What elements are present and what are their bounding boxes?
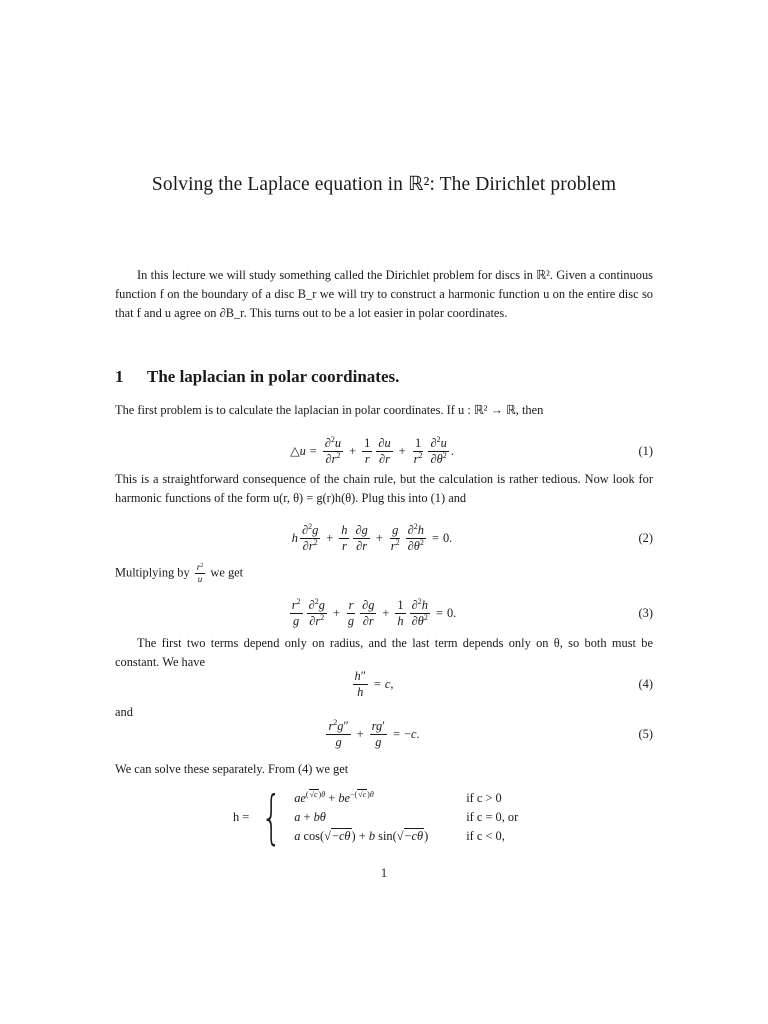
case-condition: if c > 0 [466,790,502,805]
case-row: a + bθ if c = 0, or [294,808,518,827]
equation-2-tag: (2) [638,530,653,545]
equation-1-tag: (1) [638,443,653,458]
equation-4 [115,664,653,704]
left-brace-icon: { [261,783,282,851]
equation-1-body: △u = $\frac{\partial^2u}{\partial r^2}$ + $\frac{1}{r}$ $\frac{\partial u}{\partial r}$ + $\frac{1}{r^2}$ $\frac{\partial^2u}{\partial\theta^2}$ . [290,434,454,466]
equation-5-tag: (5) [638,726,653,741]
case-condition: if c < 0, [466,828,505,843]
paragraph-p4: The first two terms depend only on radius, and the last term depends only on θ, so both must be constant. We have [115,636,653,669]
paragraph-p3: Multiplying by $\frac{r^2}{u}$ we get [115,562,244,584]
paragraph-p2: This is a straightforward consequence of the chain rule, but the calculation is rather tedious. Now look for harmonic functions of the form u(r, θ) = g(r)h(θ). Plug this into (1) and [115,472,653,505]
page-number: 1 [380,866,388,880]
equation-2-body: h $\frac{\partial^2g}{\partial r^2}$ + $\frac{h}{r}$ $\frac{\partial g}{\partial r}$ + $\frac{g}{r^2}$ $\frac{\partial^2h}{\partial\theta^2}$ = 0. [291,521,453,553]
case-row: $ae^{(√c)\theta} + be^{-(√c)\theta}$ if c > 0 [294,789,518,808]
equation-5 [115,713,653,755]
equation-4-tag: (4) [638,676,653,691]
section-number: 1 [115,367,124,386]
cases-lhs: h = [233,809,250,824]
cases-equation [115,783,653,851]
equation-3-tag: (3) [638,605,653,620]
paragraph-p5: and [115,705,133,719]
equation-3 [115,592,653,634]
section-title: The laplacian in polar coordinates. [147,367,400,386]
equation-1 [115,430,653,472]
equation-4-body: $\frac{h''}{h}$ = c, [354,668,394,699]
equation-2 [115,517,653,559]
equation-3-body: $\frac{r^2}{g}$ $\frac{\partial^2g}{\partial r^2}$ + $\frac{r}{g}$ $\frac{\partial g}{\partial r}$ + $\frac{1}{h}$ $\frac{\partial^2h}{\partial\theta^2}$ = 0. [291,596,457,628]
cases-equation-body [115,783,653,851]
paragraph-p6: We can solve these separately. From (4) we get [115,762,349,776]
equation-5-body: $\frac{r^2g''}{g}$ + $\frac{rg'}{g}$ = −c. [328,717,420,749]
case-condition: if c = 0, or [466,809,519,824]
paper-title: Solving the Laplace equation in ℝ²: The Dirichlet problem [151,174,617,195]
paragraph-p1: The first problem is to calculate the laplacian in polar coordinates. If u : ℝ² → ℝ, then [115,403,544,417]
section-heading [115,367,399,387]
case-row: a cos(√−cθ) + b sin(√−cθ) if c < 0, [294,827,518,846]
intro-paragraph: In this lecture we will study something called the Dirichlet problem for discs in ℝ². Given a continuous function f on the boundary of a disc B_r we will try to construct a harmonic function u on the entire disc so that f and u agree on ∂B_r. This turns out to be a lot easier in polar coordinates. [115,268,653,320]
